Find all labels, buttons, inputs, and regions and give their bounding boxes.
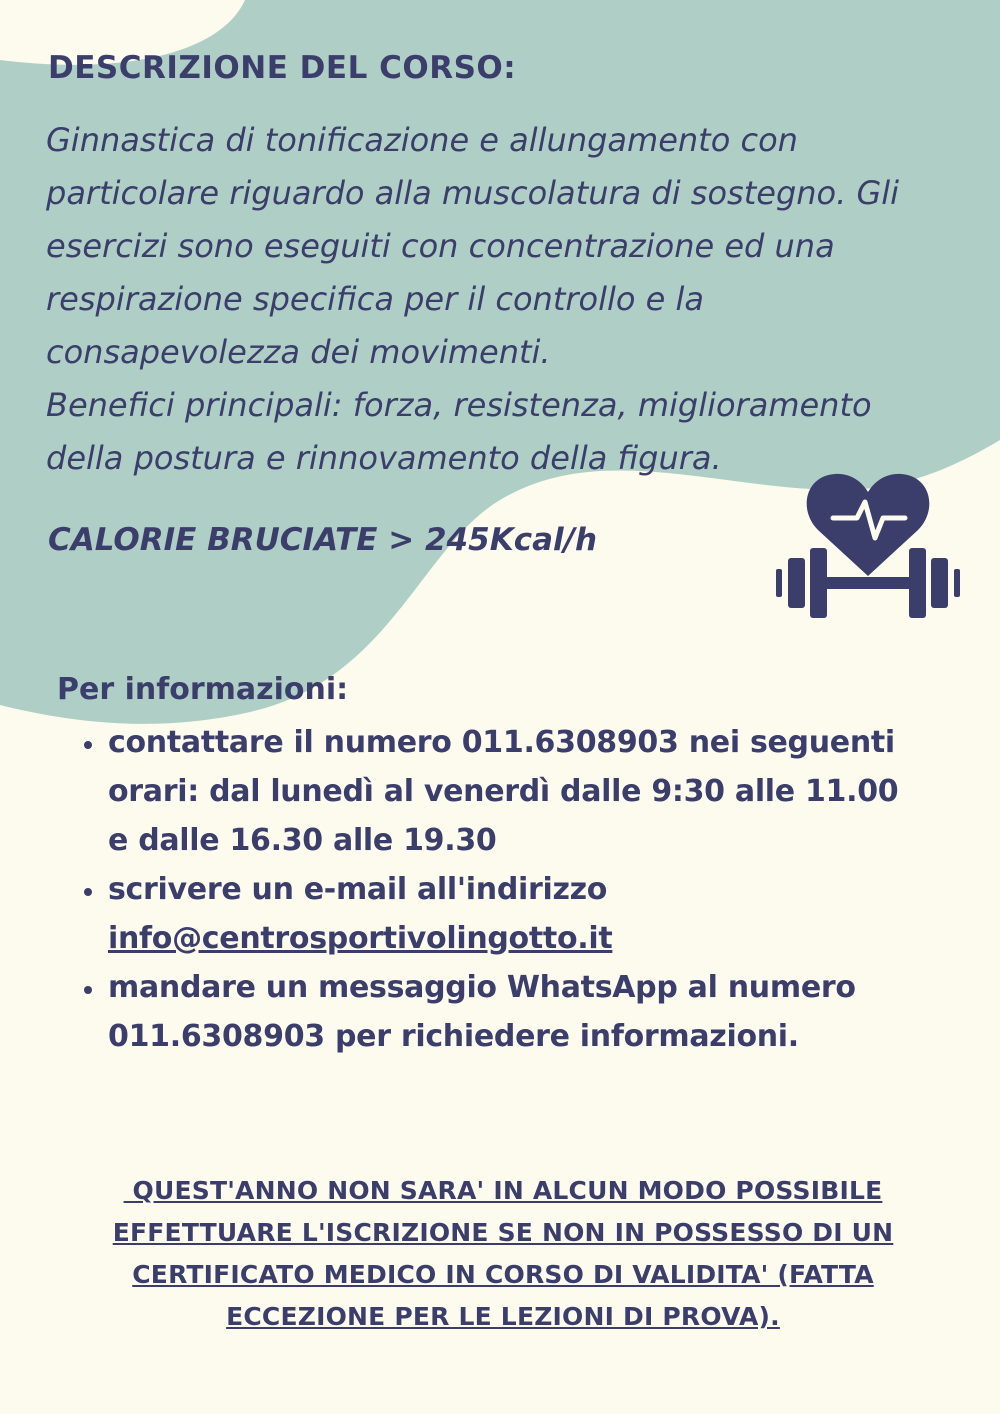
course-title: DESCRIZIONE DEL CORSO: [48,50,517,86]
description-line: particolare riguardo alla muscolatura di sostegno. Gli [46,174,900,212]
info-heading: Per informazioni: [57,672,349,707]
course-description [46,114,976,485]
list-item [106,865,1000,963]
medical-certificate-notice [60,1170,946,1338]
list-item-line: orari: dal lunedì al venerdì dalle 9:30 alle 11.00 [108,774,899,809]
list-item-line: • mandare un messaggio WhatsApp al numero [108,970,856,1005]
description-line: respirazione specifica per il controllo e la [46,280,704,318]
notice-line: CERTIFICATO MEDICO IN CORSO DI VALIDITA' (FATTA [132,1260,874,1289]
notice-line: EFFETTUARE L'ISCRIZIONE SE NON IN POSSESSO DI UN [112,1218,894,1247]
calories-burned: CALORIE BRUCIATE > 245Kcal/h [48,522,598,558]
heart-dumbbell-icon [773,468,963,618]
list-item-line: • scrivere un e-mail all'indirizzo [108,872,608,907]
list-item [106,963,1000,1061]
notice-line: QUEST'ANNO NON SARA' IN ALCUN MODO POSSIBILE [123,1176,883,1205]
description-line: Ginnastica di tonificazione e allungamento con [46,121,798,159]
description-line: consapevolezza dei movimenti. [46,333,551,371]
email-link[interactable]: info@centrosportivolingotto.it [108,921,613,956]
description-line: esercizi sono eseguiti con concentrazione ed una [46,227,835,265]
info-list [66,718,1000,1061]
notice-line: ECCEZIONE PER LE LEZIONI DI PROVA). [226,1302,780,1331]
description-line: Benefici principali: forza, resistenza, miglioramento [46,386,872,424]
description-line: della postura e rinnovamento della figura. [46,439,722,477]
list-item [106,718,1000,865]
list-item-line: 011.6308903 per richiedere informazioni. [108,1019,799,1054]
list-item-line: e dalle 16.30 alle 19.30 [108,823,497,858]
list-item-line: • contattare il numero 011.6308903 nei seguenti [108,725,895,760]
